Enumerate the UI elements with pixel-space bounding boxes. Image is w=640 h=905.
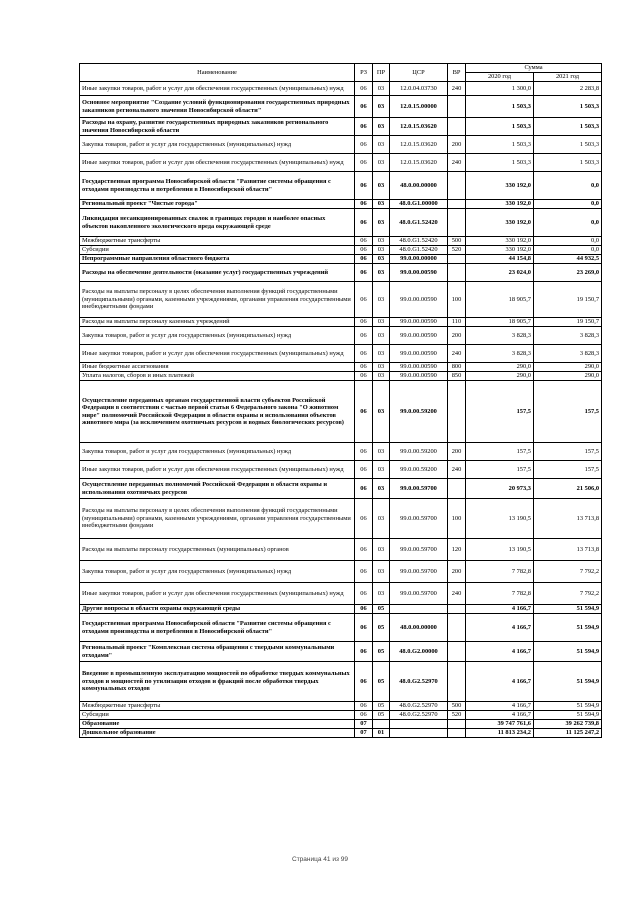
cell-y2021: 19 150,7 [534, 318, 602, 327]
cell-y2021: 39 262 739,8 [534, 720, 602, 729]
cell-vr [448, 264, 466, 282]
cell-vr [448, 381, 466, 443]
header-2020: 2020 год [466, 73, 534, 82]
cell-name: Расходы на обеспечение деятельности (оказание услуг) государственных учреждений [80, 264, 355, 282]
cell-rz: 06 [355, 583, 373, 605]
cell-csr: 48.0.G1.00000 [390, 200, 448, 209]
cell-csr: 99.0.00.00000 [390, 255, 448, 264]
cell-csr: 99.0.00.59200 [390, 461, 448, 479]
table-row [80, 345, 602, 363]
cell-pr: 03 [373, 118, 390, 136]
cell-rz: 06 [355, 345, 373, 363]
cell-rz: 06 [355, 96, 373, 118]
cell-y2021: 157,5 [534, 461, 602, 479]
table-row [80, 237, 602, 246]
cell-name: Межбюджетные трансферты [80, 702, 355, 711]
budget-table [79, 63, 602, 738]
cell-csr: 99.0.00.59700 [390, 539, 448, 561]
cell-y2020: 18 905,7 [466, 282, 534, 318]
table-row [80, 209, 602, 237]
cell-rz: 06 [355, 136, 373, 154]
cell-y2020: 1 503,3 [466, 154, 534, 172]
cell-vr: 500 [448, 237, 466, 246]
cell-name: Дошкольное образование [80, 729, 355, 738]
cell-pr: 03 [373, 461, 390, 479]
cell-rz: 06 [355, 499, 373, 539]
cell-vr: 200 [448, 136, 466, 154]
cell-rz: 06 [355, 711, 373, 720]
cell-rz: 06 [355, 461, 373, 479]
cell-y2020: 20 973,3 [466, 479, 534, 499]
table-row [80, 461, 602, 479]
cell-pr: 03 [373, 561, 390, 583]
cell-csr: 48.0.G2.52970 [390, 711, 448, 720]
cell-vr: 200 [448, 443, 466, 461]
cell-pr: 03 [373, 237, 390, 246]
cell-name: Другие вопросы в области охраны окружающей среды [80, 605, 355, 614]
table-row [80, 479, 602, 499]
cell-name: Государственная программа Новосибирской области "Развитие системы обращения с отходами производства и потребления в Новосибирской области" [80, 614, 355, 642]
header-2021: 2021 год [534, 73, 602, 82]
cell-y2020: 18 905,7 [466, 318, 534, 327]
cell-rz: 06 [355, 237, 373, 246]
cell-pr: 05 [373, 614, 390, 642]
table-row [80, 172, 602, 200]
cell-y2021: 51 594,9 [534, 702, 602, 711]
cell-csr: 48.0.G2.00000 [390, 642, 448, 662]
cell-rz: 06 [355, 200, 373, 209]
table-row [80, 136, 602, 154]
cell-pr: 03 [373, 96, 390, 118]
cell-name: Расходы на выплаты персоналу в целях обеспечения выполнения функций государственными (муниципальными) органами, казенными учреждениями, органами управления государственными внебюджетными фондами [80, 282, 355, 318]
cell-pr: 01 [373, 729, 390, 738]
cell-y2020: 157,5 [466, 461, 534, 479]
cell-pr [373, 720, 390, 729]
table-row [80, 642, 602, 662]
cell-y2020: 4 166,7 [466, 605, 534, 614]
table-row [80, 605, 602, 614]
cell-y2021: 0,0 [534, 172, 602, 200]
cell-y2020: 3 828,3 [466, 327, 534, 345]
cell-pr: 03 [373, 345, 390, 363]
cell-y2021: 51 594,9 [534, 642, 602, 662]
cell-name: Субсидии [80, 711, 355, 720]
table-row [80, 583, 602, 605]
cell-rz: 06 [355, 605, 373, 614]
cell-name: Иные закупки товаров, работ и услуг для обеспечения государственных (муниципальных) нужд [80, 154, 355, 172]
cell-y2021: 11 125 247,2 [534, 729, 602, 738]
cell-csr: 48.0.G1.52420 [390, 209, 448, 237]
cell-y2021: 0,0 [534, 246, 602, 255]
cell-csr: 99.0.00.00590 [390, 318, 448, 327]
cell-y2021: 51 594,9 [534, 662, 602, 702]
table-header [80, 64, 602, 82]
cell-y2020: 157,5 [466, 381, 534, 443]
cell-rz: 06 [355, 662, 373, 702]
cell-vr [448, 729, 466, 738]
table-row [80, 711, 602, 720]
cell-y2021: 1 503,3 [534, 96, 602, 118]
cell-y2020: 330 192,0 [466, 246, 534, 255]
cell-y2020: 7 782,8 [466, 561, 534, 583]
cell-rz: 06 [355, 118, 373, 136]
cell-name: Закупка товаров, работ и услуг для государственных (муниципальных) нужд [80, 136, 355, 154]
cell-vr [448, 479, 466, 499]
cell-csr: 99.0.00.59200 [390, 443, 448, 461]
cell-vr [448, 662, 466, 702]
cell-y2021: 0,0 [534, 237, 602, 246]
cell-rz: 06 [355, 539, 373, 561]
cell-y2021: 13 713,8 [534, 539, 602, 561]
table-row [80, 363, 602, 372]
table-row [80, 200, 602, 209]
cell-pr: 05 [373, 605, 390, 614]
cell-y2020: 44 154,8 [466, 255, 534, 264]
cell-vr: 120 [448, 539, 466, 561]
cell-y2020: 1 503,3 [466, 118, 534, 136]
cell-csr: 48.0.G1.52420 [390, 246, 448, 255]
cell-vr: 200 [448, 327, 466, 345]
cell-rz: 07 [355, 729, 373, 738]
cell-y2021: 44 932,5 [534, 255, 602, 264]
cell-csr: 12.0.15.00000 [390, 96, 448, 118]
cell-vr: 240 [448, 345, 466, 363]
cell-pr: 03 [373, 255, 390, 264]
cell-pr: 03 [373, 264, 390, 282]
table-row [80, 264, 602, 282]
cell-rz: 06 [355, 318, 373, 327]
cell-vr: 800 [448, 363, 466, 372]
cell-rz: 06 [355, 381, 373, 443]
cell-pr: 03 [373, 200, 390, 209]
cell-rz: 06 [355, 209, 373, 237]
cell-name: Закупка товаров, работ и услуг для государственных (муниципальных) нужд [80, 443, 355, 461]
cell-y2021: 1 503,3 [534, 118, 602, 136]
cell-rz: 06 [355, 702, 373, 711]
cell-rz: 06 [355, 372, 373, 381]
cell-vr [448, 255, 466, 264]
cell-csr: 99.0.00.59200 [390, 381, 448, 443]
cell-csr: 12.0.15.03620 [390, 118, 448, 136]
cell-pr: 03 [373, 381, 390, 443]
cell-csr: 48.0.G2.52970 [390, 702, 448, 711]
cell-y2020: 157,5 [466, 443, 534, 461]
cell-rz: 06 [355, 363, 373, 372]
cell-csr: 48.0.G2.52970 [390, 662, 448, 702]
cell-name: Государственная программа Новосибирской области "Развитие системы обращения с отходами производства и потребления в Новосибирской области" [80, 172, 355, 200]
table-row [80, 255, 602, 264]
cell-y2020: 3 828,3 [466, 345, 534, 363]
cell-name: Региональный проект "Комплексная система обращения с твердыми коммунальными отходами" [80, 642, 355, 662]
cell-vr: 200 [448, 561, 466, 583]
cell-y2021: 51 594,9 [534, 711, 602, 720]
cell-rz: 06 [355, 642, 373, 662]
cell-csr: 48.0.00.00000 [390, 614, 448, 642]
cell-vr: 100 [448, 282, 466, 318]
page-number: Страница 41 из 99 [292, 856, 348, 863]
cell-y2020: 13 190,5 [466, 499, 534, 539]
cell-pr: 03 [373, 372, 390, 381]
cell-y2020: 1 503,3 [466, 136, 534, 154]
cell-y2020: 4 166,7 [466, 614, 534, 642]
table-row [80, 96, 602, 118]
cell-y2020: 4 166,7 [466, 711, 534, 720]
cell-y2020: 13 190,5 [466, 539, 534, 561]
cell-rz: 06 [355, 282, 373, 318]
cell-rz: 06 [355, 479, 373, 499]
cell-name: Расходы на выплаты персоналу казенных учреждений [80, 318, 355, 327]
cell-y2021: 157,5 [534, 381, 602, 443]
table-row [80, 702, 602, 711]
cell-y2020: 4 166,7 [466, 702, 534, 711]
cell-csr [390, 720, 448, 729]
header-pr: ПР [373, 64, 390, 82]
cell-rz: 06 [355, 561, 373, 583]
cell-y2020: 330 192,0 [466, 209, 534, 237]
cell-y2020: 1 503,3 [466, 96, 534, 118]
header-vr: ВР [448, 64, 466, 82]
cell-name: Региональный проект "Чистые города" [80, 200, 355, 209]
cell-name: Закупка товаров, работ и услуг для государственных (муниципальных) нужд [80, 327, 355, 345]
cell-csr: 99.0.00.00590 [390, 264, 448, 282]
table-row [80, 246, 602, 255]
cell-name: Осуществление переданных полномочий Российской Федерации в области охраны и использования охотничьих ресурсов [80, 479, 355, 499]
cell-csr [390, 605, 448, 614]
cell-csr: 12.0.15.03620 [390, 154, 448, 172]
cell-rz: 06 [355, 327, 373, 345]
cell-csr: 48.0.00.00000 [390, 172, 448, 200]
cell-y2020: 330 192,0 [466, 172, 534, 200]
cell-pr: 03 [373, 136, 390, 154]
cell-vr [448, 614, 466, 642]
cell-vr: 520 [448, 246, 466, 255]
cell-rz: 06 [355, 255, 373, 264]
cell-vr: 850 [448, 372, 466, 381]
table-row [80, 154, 602, 172]
cell-y2020: 23 024,0 [466, 264, 534, 282]
cell-y2020: 290,0 [466, 363, 534, 372]
cell-pr: 03 [373, 282, 390, 318]
cell-vr: 240 [448, 583, 466, 605]
cell-pr: 03 [373, 499, 390, 539]
cell-name: Введение в промышленную эксплуатацию мощностей по обработке твердых коммунальных отходов и мощностей по утилизации отходов и фракций после обработки твердых коммунальных отходов [80, 662, 355, 702]
cell-pr: 03 [373, 318, 390, 327]
cell-rz: 06 [355, 264, 373, 282]
cell-pr: 03 [373, 246, 390, 255]
cell-name: Иные закупки товаров, работ и услуг для обеспечения государственных (муниципальных) нужд [80, 461, 355, 479]
cell-vr [448, 209, 466, 237]
cell-rz: 07 [355, 720, 373, 729]
cell-csr: 99.0.00.59700 [390, 583, 448, 605]
cell-y2021: 51 594,9 [534, 605, 602, 614]
table-row [80, 372, 602, 381]
cell-y2021: 13 713,8 [534, 499, 602, 539]
cell-y2021: 0,0 [534, 200, 602, 209]
cell-csr [390, 729, 448, 738]
header-sum: Сумма [466, 64, 602, 73]
table-row [80, 82, 602, 96]
table-row [80, 381, 602, 443]
cell-name: Иные закупки товаров, работ и услуг для обеспечения государственных (муниципальных) нужд [80, 82, 355, 96]
cell-y2021: 7 792,2 [534, 583, 602, 605]
cell-name: Непрограммные направления областного бюджета [80, 255, 355, 264]
cell-name: Расходы на охрану, развитие государственных природных заказников регионального значения Новосибирской области [80, 118, 355, 136]
header-rz: РЗ [355, 64, 373, 82]
cell-y2020: 330 192,0 [466, 200, 534, 209]
cell-name: Закупка товаров, работ и услуг для государственных (муниципальных) нужд [80, 561, 355, 583]
cell-y2020: 4 166,7 [466, 662, 534, 702]
cell-pr: 03 [373, 479, 390, 499]
cell-y2020: 7 782,8 [466, 583, 534, 605]
cell-csr: 99.0.00.00590 [390, 345, 448, 363]
cell-pr: 03 [373, 172, 390, 200]
cell-pr: 03 [373, 363, 390, 372]
cell-pr: 03 [373, 539, 390, 561]
cell-vr [448, 605, 466, 614]
cell-name: Расходы на выплаты персоналу государственных (муниципальных) органов [80, 539, 355, 561]
cell-y2021: 1 503,3 [534, 136, 602, 154]
cell-csr: 99.0.00.59700 [390, 561, 448, 583]
cell-name: Субсидии [80, 246, 355, 255]
cell-rz: 06 [355, 82, 373, 96]
cell-y2020: 1 300,0 [466, 82, 534, 96]
cell-pr: 05 [373, 711, 390, 720]
cell-y2021: 2 283,8 [534, 82, 602, 96]
cell-csr: 12.0.04.03730 [390, 82, 448, 96]
cell-vr: 500 [448, 702, 466, 711]
cell-pr: 05 [373, 702, 390, 711]
cell-vr [448, 118, 466, 136]
table-row [80, 539, 602, 561]
cell-pr: 05 [373, 662, 390, 702]
cell-csr: 48.0.G1.52420 [390, 237, 448, 246]
cell-name: Иные закупки товаров, работ и услуг для обеспечения государственных (муниципальных) нужд [80, 583, 355, 605]
cell-pr: 03 [373, 82, 390, 96]
table-row [80, 282, 602, 318]
cell-name: Иные закупки товаров, работ и услуг для обеспечения государственных (муниципальных) нужд [80, 345, 355, 363]
cell-pr: 05 [373, 642, 390, 662]
table-row [80, 720, 602, 729]
table-row [80, 443, 602, 461]
cell-y2021: 0,0 [534, 209, 602, 237]
cell-rz: 06 [355, 154, 373, 172]
cell-csr: 99.0.00.59700 [390, 499, 448, 539]
cell-y2021: 21 506,0 [534, 479, 602, 499]
cell-vr: 100 [448, 499, 466, 539]
header-name: Наименование [80, 64, 355, 82]
cell-y2021: 3 828,3 [534, 345, 602, 363]
cell-vr [448, 96, 466, 118]
cell-y2020: 39 747 761,6 [466, 720, 534, 729]
table-row [80, 327, 602, 345]
cell-vr [448, 172, 466, 200]
cell-pr: 03 [373, 154, 390, 172]
table-row [80, 499, 602, 539]
cell-vr: 240 [448, 461, 466, 479]
cell-y2021: 51 594,9 [534, 614, 602, 642]
cell-y2020: 11 813 234,2 [466, 729, 534, 738]
cell-y2021: 157,5 [534, 443, 602, 461]
cell-name: Основное мероприятие "Создание условий функционирования государственных природных заказников регионального значения Новосибирской области" [80, 96, 355, 118]
cell-name: Ликвидация несанкционированных свалок в границах городов и наиболее опасных объектов накопленного экологического вреда окружающей среде [80, 209, 355, 237]
cell-rz: 06 [355, 172, 373, 200]
cell-name: Иные бюджетные ассигнования [80, 363, 355, 372]
cell-y2020: 290,0 [466, 372, 534, 381]
cell-vr: 520 [448, 711, 466, 720]
cell-y2021: 19 150,7 [534, 282, 602, 318]
cell-rz: 06 [355, 614, 373, 642]
table-body [80, 82, 602, 738]
cell-y2021: 23 269,0 [534, 264, 602, 282]
cell-y2021: 1 503,3 [534, 154, 602, 172]
cell-vr [448, 200, 466, 209]
cell-csr: 99.0.00.00590 [390, 327, 448, 345]
cell-csr: 99.0.00.00590 [390, 372, 448, 381]
cell-csr: 12.0.15.03620 [390, 136, 448, 154]
cell-pr: 03 [373, 583, 390, 605]
cell-csr: 99.0.00.59700 [390, 479, 448, 499]
table-row [80, 318, 602, 327]
cell-vr: 240 [448, 154, 466, 172]
cell-y2021: 7 792,2 [534, 561, 602, 583]
cell-vr [448, 642, 466, 662]
cell-csr: 99.0.00.00590 [390, 282, 448, 318]
cell-y2021: 290,0 [534, 363, 602, 372]
cell-y2020: 4 166,7 [466, 642, 534, 662]
cell-name: Осуществление переданных органам государственной власти субъектов Российской Федерации в соответствии с частью первой статьи 6 Федерального закона "О животном мире" полномочий Российской Федерации в области охраны и использования объектов животного мира (за исключением охотничьих ресурсов и водных биологических ресурсов) [80, 381, 355, 443]
cell-rz: 06 [355, 443, 373, 461]
table-row [80, 118, 602, 136]
cell-vr [448, 720, 466, 729]
cell-y2020: 330 192,0 [466, 237, 534, 246]
table-row [80, 662, 602, 702]
table-row [80, 561, 602, 583]
cell-name: Образование [80, 720, 355, 729]
cell-name: Расходы на выплаты персоналу в целях обеспечения выполнения функций государственными (муниципальными) органами, казенными учреждениями, органами управления государственными внебюджетными фондами [80, 499, 355, 539]
cell-y2021: 3 828,3 [534, 327, 602, 345]
cell-pr: 03 [373, 443, 390, 461]
cell-pr: 03 [373, 327, 390, 345]
cell-csr: 99.0.00.00590 [390, 363, 448, 372]
cell-y2021: 290,0 [534, 372, 602, 381]
table-row [80, 729, 602, 738]
table-row [80, 614, 602, 642]
cell-vr: 110 [448, 318, 466, 327]
cell-vr: 240 [448, 82, 466, 96]
cell-name: Межбюджетные трансферты [80, 237, 355, 246]
cell-name: Уплата налогов, сборов и иных платежей [80, 372, 355, 381]
cell-pr: 03 [373, 209, 390, 237]
header-csr: ЦСР [390, 64, 448, 82]
cell-rz: 06 [355, 246, 373, 255]
